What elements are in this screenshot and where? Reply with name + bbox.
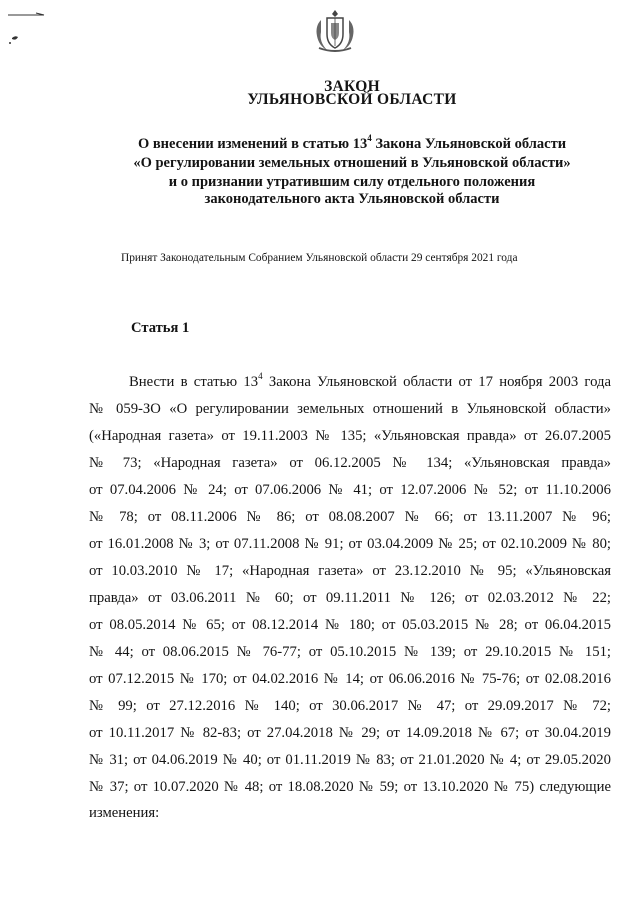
article-text-line: № 059-ЗО «О регулировании земельных отношений в Ульяновской области» [89, 401, 611, 417]
article-text-line: № 99; от 27.12.2016 № 140; от 30.06.2017 № 47; от 29.09.2017 № 72; [89, 698, 611, 714]
article-text-line: от 07.12.2015 № 170; от 04.02.2016 № 14; от 06.06.2016 № 75-76; от 02.08.2016 [89, 671, 611, 687]
subject-line-4: законодательного акта Ульяновской области [204, 191, 500, 207]
article-text-line: № 31; от 04.06.2019 № 40; от 01.11.2019 № 83; от 21.01.2020 № 4; от 29.05.2020 [89, 752, 611, 768]
article-text-line: № 78; от 08.11.2006 № 86; от 08.08.2007 № 66; от 13.11.2007 № 96; [89, 509, 611, 525]
adoption-note: Принят Законодательным Собранием Ульяновской области 29 сентября 2021 года [121, 252, 518, 264]
article-text-line: от 10.03.2010 № 17; «Народная газета» от 23.12.2010 № 95; «Ульяновская [89, 563, 611, 579]
article-text-line: № 44; от 08.06.2015 № 76-77; от 05.10.2015 № 139; от 29.10.2015 № 151; [89, 644, 611, 660]
scan-mark-icon [6, 10, 48, 50]
article-text-line: изменения: [89, 805, 160, 821]
article-text-line: от 07.04.2006 № 24; от 07.06.2006 № 41; от 12.07.2006 № 52; от 11.10.2006 [89, 482, 611, 498]
law-region-title: УЛЬЯНОВСКОЙ ОБЛАСТИ [247, 91, 457, 108]
article-text-line: Внести в статью $13^4$ Закона Ульяновской области от 17 ноября 2003 года [129, 372, 611, 390]
subject-line-1: О внесении изменений в статью $13^4$ Закона Ульяновской области [137, 133, 567, 152]
article-text-line: от 16.01.2008 № 3; от 07.11.2008 № 91; от 03.04.2009 № 25; от 02.10.2009 № 80; [89, 536, 611, 552]
article-heading: Статья 1 [131, 320, 190, 336]
article-text-line: № 73; «Народная газета» от 06.12.2005 № 134; «Ульяновская правда» [89, 455, 611, 471]
article-text-line: правда» от 03.06.2011 № 60; от 09.11.2011 № 126; от 02.03.2012 № 22; [89, 590, 611, 606]
coat-of-arms-icon [311, 8, 359, 54]
subject-line-2: «О регулировании земельных отношений в Ульяновской области» [133, 155, 571, 171]
article-text-line: от 10.11.2017 № 82-83; от 27.04.2018 № 29; от 14.09.2018 № 67; от 30.04.2019 [89, 725, 611, 741]
article-text-line: от 08.05.2014 № 65; от 08.12.2014 № 180; от 05.03.2015 № 28; от 06.04.2015 [89, 617, 611, 633]
article-text-line: («Народная газета» от 19.11.2003 № 135; «Ульяновская правда» от 26.07.2005 [89, 428, 611, 444]
law-title: ЗАКОН [324, 78, 380, 95]
article-text-line: № 37; от 10.07.2020 № 48; от 18.08.2020 № 59; от 13.10.2020 № 75) следующие [89, 779, 611, 795]
subject-line-3: и о признании утратившим силу отдельного положения [168, 174, 536, 190]
